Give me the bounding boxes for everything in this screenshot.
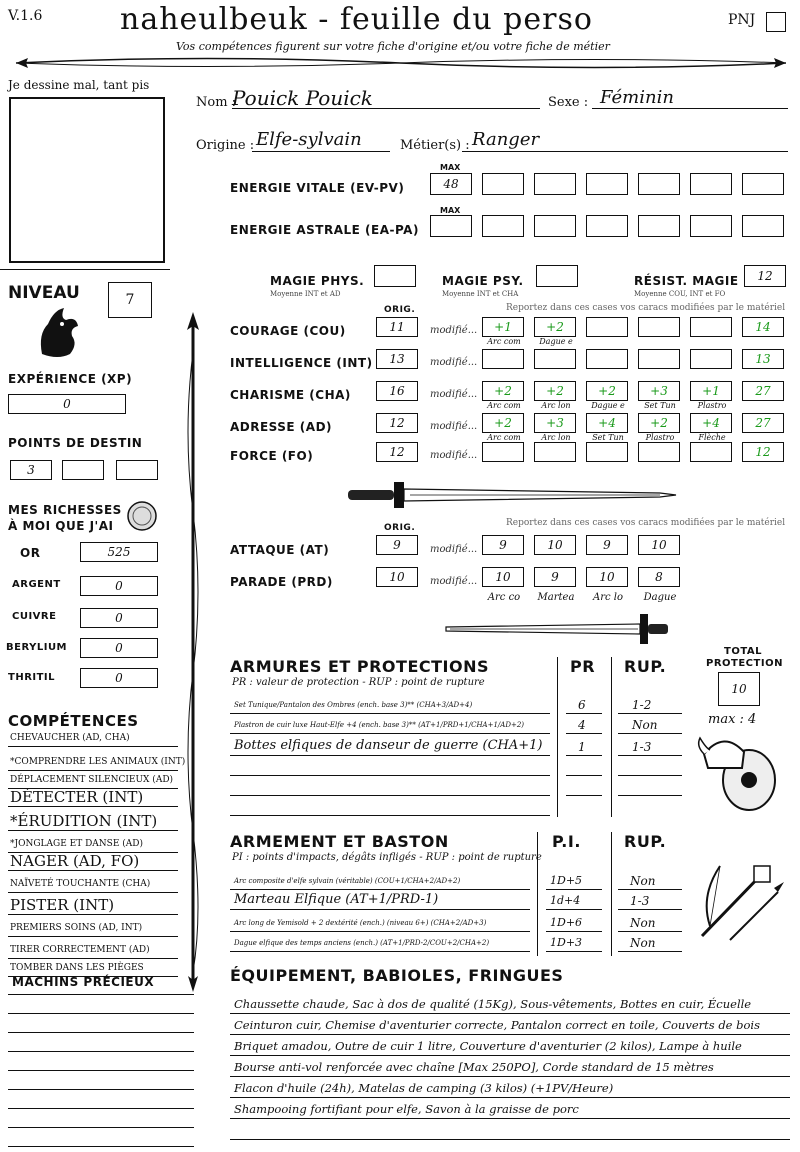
equipement-line[interactable]: Bourse anti-vol renforcée avec chaîne [Max 250PO], Corde standard de 15 mètres [234,1060,714,1074]
armure-underline [230,795,550,796]
portrait-divider [0,269,170,270]
carac-mod-box[interactable] [586,317,628,337]
ea-label: ENERGIE ASTRALE (EA-PA) [230,223,419,237]
carac-orig-box[interactable]: 12 [376,442,418,462]
competence-item[interactable]: NAÏVETÉ TOUCHANTE (CHA) [10,879,151,889]
machins-line [8,1013,194,1014]
carac-mod-box[interactable] [638,442,680,462]
arme-underline [230,909,530,910]
equipement-line[interactable]: Shampooing fortifiant pour elfe, Savon à la graisse de porc [234,1102,579,1116]
berylium-label: BERYLIUM [6,642,68,653]
competence-item[interactable]: DÉTECTER (INT) [10,788,144,806]
arme-pi-underline [546,951,602,952]
cuivre-box[interactable]: 0 [80,608,158,628]
arme-pi-underline [546,889,602,890]
arme-underline [230,889,530,890]
ea-box-5[interactable] [690,215,732,237]
ev-box-2[interactable] [534,173,576,195]
destin-box-1[interactable]: 3 [10,460,52,480]
arme-name[interactable]: Marteau Elfique (AT+1/PRD-1) [234,892,439,907]
combat-label: PARADE (PRD) [230,575,333,589]
carac-modif-label: modifié... [430,325,478,336]
arme-name[interactable]: Dague elfique des temps anciens (ench.) (AT+1/PRD-2/COU+2/CHA+2) [234,939,490,947]
carac-mod-sub: Arc lon [541,433,571,442]
equipement-line[interactable]: Briquet amadou, Outre de cuir 1 litre, Couverture d'aventurier (2 kilos), Lampe à huile [234,1039,742,1053]
carac-mod-box[interactable]: +2 [534,381,576,401]
armure-rup-underline [618,755,682,756]
carac-mod-box[interactable] [638,317,680,337]
carac-mod-box[interactable]: +2 [534,317,576,337]
equipement-underline [230,1013,790,1014]
armures-subtitle: PR : valeur de protection - RUP : point de rupture [232,677,485,688]
carac-mod-box[interactable] [482,442,524,462]
competence-item[interactable]: *JONGLAGE ET DANSE (AD) [10,839,144,849]
xp-box[interactable]: 0 [8,394,126,414]
competence-underline [8,958,178,959]
ea-box-1[interactable] [482,215,524,237]
total-protection-label-2: PROTECTION [706,658,783,669]
ev-label: ENERGIE VITALE (EV-PV) [230,181,405,195]
carac-mod-box[interactable] [690,317,732,337]
ev-box-4[interactable] [638,173,680,195]
carac-orig-box[interactable]: 12 [376,413,418,433]
armure-rup[interactable]: Non [632,718,658,732]
argent-box[interactable]: 0 [80,576,158,596]
carac-final-box[interactable]: 27 [742,381,784,401]
berylium-box[interactable]: 0 [80,638,158,658]
equipement-line[interactable]: Flacon d'huile (24h), Matelas de camping (3 kilos) (+1PV/Heure) [234,1081,614,1095]
nom-label: Nom : [196,95,237,110]
combat-val-box[interactable]: 10 [586,567,628,587]
richesses-label-1: MES RICHESSES [8,503,122,517]
sexe-underline [592,108,788,109]
magie-psy-box[interactable] [536,265,578,287]
niveau-label: NIVEAU [8,283,80,303]
total-protection-label-1: TOTAL [724,646,762,657]
armure-rup-underline [618,733,682,734]
combat-modif-label: modifié... [430,576,478,587]
or-label: OR [20,546,41,560]
sword-ornament-1 [340,480,680,510]
ev-box-1[interactable] [482,173,524,195]
metier-underline [462,151,788,152]
ev-box-3[interactable] [586,173,628,195]
competence-item[interactable]: *ÉRUDITION (INT) [10,812,158,830]
competence-item[interactable]: NAGER (AD, FO) [10,852,140,870]
carac-modif-label: modifié... [430,450,478,461]
carac-mod-sub: Dague e [539,337,573,346]
equipement-title: ÉQUIPEMENT, BABIOLES, FRINGUES [230,966,564,985]
cuivre-label: CUIVRE [12,611,57,622]
carac-mod-sub: Flèche [698,433,726,442]
arme-pi-underline [546,931,602,932]
ea-box-6[interactable] [742,215,784,237]
equipement-underline [230,1034,790,1035]
armure-rup-underline [618,713,682,714]
version-label: V.1.6 [8,8,43,24]
armure-pr[interactable]: 6 [578,698,586,712]
combat-orig-box[interactable]: 9 [376,535,418,555]
helmet-shield-icon [694,724,784,814]
competence-item[interactable]: PISTER (INT) [10,896,115,914]
max-protection-label: max : 4 [708,712,757,727]
carac-mod-box[interactable]: +4 [586,413,628,433]
carac-mod-sub: Arc com [487,337,521,346]
competence-item[interactable]: DÉPLACEMENT SILENCIEUX (AD) [10,775,174,785]
machins-line [8,994,194,995]
niveau-box[interactable]: 7 [108,282,152,318]
equipement-underline [230,1055,790,1056]
combat-val-box[interactable]: 8 [638,567,680,587]
arme-pi[interactable]: 1d+4 [550,894,581,907]
combat-sub: Dague [643,592,677,603]
combat-val-box[interactable]: 10 [638,535,680,555]
carac-mod-sub: Arc lon [541,401,571,410]
ev-box-6[interactable] [742,173,784,195]
carac-final-box[interactable]: 14 [742,317,784,337]
carac-mod-sub: Arc com [487,433,521,442]
arme-name[interactable]: Arc long de Yemisold + 2 dextérité (ench.) (niveau 6+) (CHA+2/AD+3) [234,919,487,927]
competence-item[interactable]: *COMPRENDRE LES ANIMAUX (INT) [10,757,186,767]
carac-orig-box[interactable]: 11 [376,317,418,337]
carac-report-note: Reportez dans ces cases vos caracs modifiées par le matériel [506,303,786,313]
weapons-icon [690,856,790,946]
richesses-label-2: À MOI QUE J'AI [8,519,114,533]
armures-divider-1 [557,657,558,817]
machins-line [8,1051,194,1052]
magie-phys-sub: Moyenne INT et AD [270,290,341,298]
armure-pr-underline [566,755,602,756]
arme-rup[interactable]: Non [630,916,656,930]
arme-pi-underline [546,909,602,910]
armement-subtitle: PI : points d'impacts, dégâts infligés - RUP : point de rupture [232,852,542,863]
equipement-line[interactable]: Ceinturon cuir, Chemise d'aventurier correcte, Pantalon correct en toile, Couverts de bois [234,1018,761,1032]
armure-rup[interactable]: 1-3 [632,740,652,754]
competence-underline [8,830,178,831]
armure-pr-underline [566,733,602,734]
carac-mod-box[interactable]: +2 [482,413,524,433]
carac-final-box[interactable]: 13 [742,349,784,369]
nom-underline [232,108,540,109]
armure-underline [230,755,550,756]
carac-mod-box[interactable]: +2 [482,381,524,401]
ea-box-3[interactable] [586,215,628,237]
competence-item[interactable]: CHEVAUCHER (AD, CHA) [10,733,130,743]
resist-magie-label: RÉSIST. MAGIE [634,274,739,288]
armure-rup[interactable]: 1-2 [632,698,652,712]
combat-sub: Martea [537,592,575,603]
spear-ornament [178,312,208,992]
armure-name[interactable]: Bottes elfiques de danseur de guerre (CHA+1) [234,738,543,753]
combat-val-box[interactable]: 10 [534,535,576,555]
header-arrow-ornament [6,52,794,74]
carac-mod-box[interactable]: +4 [690,413,732,433]
thritil-label: THRITIL [8,672,56,683]
armures-col-pr: PR [570,657,596,676]
armure-underline [230,713,550,714]
arme-pi[interactable]: 1D+3 [550,936,583,949]
carac-mod-box[interactable] [638,349,680,369]
combat-orig-label: ORIG. [384,523,416,533]
machins-line [8,1146,194,1147]
carac-mod-box[interactable] [586,349,628,369]
armure-pr-underline [566,775,602,776]
carac-mod-sub: Set Tun [644,401,676,410]
carac-mod-box[interactable]: +3 [638,381,680,401]
magie-psy-label: MAGIE PSY. [442,274,524,288]
carac-mod-sub: Dague e [591,401,625,410]
metier-label: Métier(s) : [400,138,470,153]
combat-label: ATTAQUE (AT) [230,543,330,557]
armures-col-rup: RUP. [624,657,667,676]
carac-mod-sub: Plastro [697,401,727,410]
carac-mod-box[interactable] [534,349,576,369]
carac-mod-box[interactable] [586,442,628,462]
ea-box-4[interactable] [638,215,680,237]
arme-rup[interactable]: Non [630,936,656,950]
magie-phys-label: MAGIE PHYS. [270,274,365,288]
equipement-underline [230,1139,790,1140]
machins-line [8,1032,194,1033]
competence-underline [8,770,178,771]
carac-mod-box[interactable]: +1 [482,317,524,337]
portrait-caption: Je dessine mal, tant pis [8,78,150,92]
xp-label: EXPÉRIENCE (XP) [8,372,133,386]
carac-modif-label: modifié... [430,357,478,368]
arme-rup-underline [618,889,682,890]
carac-label: INTELLIGENCE (INT) [230,356,373,370]
armure-pr[interactable]: 4 [578,718,586,732]
arme-rup[interactable]: 1-3 [630,894,650,908]
competence-item[interactable]: TIRER CORRECTEMENT (AD) [10,945,150,955]
arme-name[interactable]: Arc composite d'elfe sylvain (véritable) (COU+1/CHA+2/AD+2) [234,877,461,885]
carac-mod-sub: Set Tun [592,433,624,442]
origine-label: Origine : [196,138,255,153]
combat-sub: Arc co [487,592,521,603]
magie-psy-sub: Moyenne INT et CHA [442,290,519,298]
carac-mod-box[interactable]: +2 [638,413,680,433]
combat-sub: Arc lo [593,592,623,603]
armure-extra-line [230,815,550,816]
carac-modif-label: modifié... [430,389,478,400]
carac-orig-box[interactable]: 13 [376,349,418,369]
machins-line [8,1070,194,1071]
magie-phys-box[interactable] [374,265,416,287]
combat-val-box[interactable]: 10 [482,567,524,587]
armure-name[interactable]: Plastron de cuir luxe Haut-Elfe +4 (ench. base 3)** (AT+1/PRD+1/CHA+1/AD+2) [234,721,525,729]
resist-magie-box[interactable]: 12 [744,265,786,287]
arme-rup[interactable]: Non [630,874,656,888]
carac-mod-box[interactable] [690,349,732,369]
carac-mod-box[interactable] [482,349,524,369]
competence-underline [8,806,178,807]
competence-underline [8,892,178,893]
carac-label: CHARISME (CHA) [230,388,351,402]
sexe-value[interactable]: Féminin [600,87,674,108]
ev-max-box[interactable]: 48 [430,173,472,195]
carac-final-box[interactable]: 12 [742,442,784,462]
origine-underline [252,151,390,152]
competence-underline [8,746,178,747]
armure-pr-underline [566,713,602,714]
coin-icon [126,500,158,532]
armement-title: ARMEMENT ET BASTON [230,832,449,851]
ea-box-2[interactable] [534,215,576,237]
sexe-label: Sexe : [548,95,589,110]
combat-val-box[interactable]: 9 [534,567,576,587]
armement-col-rup: RUP. [624,832,667,851]
equipement-underline [230,1097,790,1098]
or-box[interactable]: 525 [80,542,158,562]
arme-rup-underline [618,951,682,952]
machins-line [8,1108,194,1109]
armure-name[interactable]: Set Tunique/Pantalon des Ombres (ench. base 3)** (CHA+3/AD+4) [234,701,473,709]
armure-underline [230,733,550,734]
combat-orig-box[interactable]: 10 [376,567,418,587]
nom-value[interactable]: Pouick Pouick [232,86,373,110]
competence-item[interactable]: PREMIERS SOINS (AD, INT) [10,923,143,933]
combat-report-note: Reportez dans ces cases vos caracs modifiées par le matériel [506,518,786,528]
arme-rup-underline [618,931,682,932]
equipement-underline [230,1118,790,1119]
carac-label: COURAGE (COU) [230,324,346,338]
ev-max-label: MAX [440,163,461,172]
destin-box-2[interactable] [62,460,104,480]
competence-item[interactable]: TOMBER DANS LES PIÈGES [10,963,144,973]
arme-pi[interactable]: 1D+5 [550,874,583,887]
equipement-line[interactable]: Chaussette chaude, Sac à dos de qualité (15Kg), Sous-vêtements, Bottes en cuir, Écuelle [234,997,752,1011]
arme-pi[interactable]: 1D+6 [550,916,583,929]
armement-col-pi: P.I. [552,832,581,851]
armures-divider-2 [611,657,612,817]
arme-underline [230,931,530,932]
combat-val-box[interactable]: 9 [586,535,628,555]
carac-orig-box[interactable]: 16 [376,381,418,401]
argent-label: ARGENT [12,579,61,590]
armure-pr-underline [566,795,602,796]
arme-rup-underline [618,909,682,910]
ea-max-label: MAX [440,206,461,215]
page-title: naheulbeuk - feuille du perso [120,2,593,37]
ea-max-box[interactable] [430,215,472,237]
carac-mod-box[interactable]: +2 [586,381,628,401]
armures-title: ARMURES ET PROTECTIONS [230,657,489,676]
carac-modif-label: modifié... [430,421,478,432]
machins-line [8,1127,194,1128]
carac-mod-box[interactable] [690,442,732,462]
machins-title: MACHINS PRÉCIEUX [12,975,155,989]
combat-modif-label: modifié... [430,544,478,555]
competence-underline [8,976,178,977]
destin-box-3[interactable] [116,460,158,480]
destin-label: POINTS DE DESTIN [8,436,143,450]
competence-underline [8,870,178,871]
origine-value[interactable]: Elfe-sylvain [256,129,362,150]
armure-rup-underline [618,795,682,796]
arme-underline [230,951,530,952]
carac-mod-box[interactable]: +1 [690,381,732,401]
carac-mod-sub: Arc com [487,401,521,410]
carac-orig-label: ORIG. [384,305,416,315]
armure-pr[interactable]: 1 [578,740,586,754]
armement-divider-1 [537,832,538,956]
competences-title: COMPÉTENCES [8,712,139,730]
armement-divider-2 [611,832,612,956]
armure-rup-underline [618,775,682,776]
portrait-box[interactable] [9,97,165,263]
carac-label: FORCE (FO) [230,449,314,463]
machins-line [8,1089,194,1090]
carac-mod-sub: Plastro [645,433,675,442]
combat-val-box[interactable]: 9 [482,535,524,555]
carac-mod-box[interactable]: +3 [534,413,576,433]
page-subtitle: Vos compétences figurent sur votre fiche d'origine et/ou votre fiche de métier [176,40,610,53]
metier-value[interactable]: Ranger [472,129,540,150]
armure-underline [230,775,550,776]
pnj-checkbox[interactable] [766,12,786,32]
pnj-label: PNJ [728,12,756,28]
dragon-icon [34,304,82,362]
carac-final-box[interactable]: 27 [742,413,784,433]
thritil-box[interactable]: 0 [80,668,158,688]
resist-magie-sub: Moyenne COU, INT et FO [634,290,726,298]
competence-underline [8,936,178,937]
carac-mod-box[interactable] [534,442,576,462]
equipement-underline [230,1076,790,1077]
sword-ornament-2 [440,612,670,646]
total-protection-box[interactable]: 10 [718,672,760,706]
competence-underline [8,914,178,915]
carac-label: ADRESSE (AD) [230,420,333,434]
ev-box-5[interactable] [690,173,732,195]
